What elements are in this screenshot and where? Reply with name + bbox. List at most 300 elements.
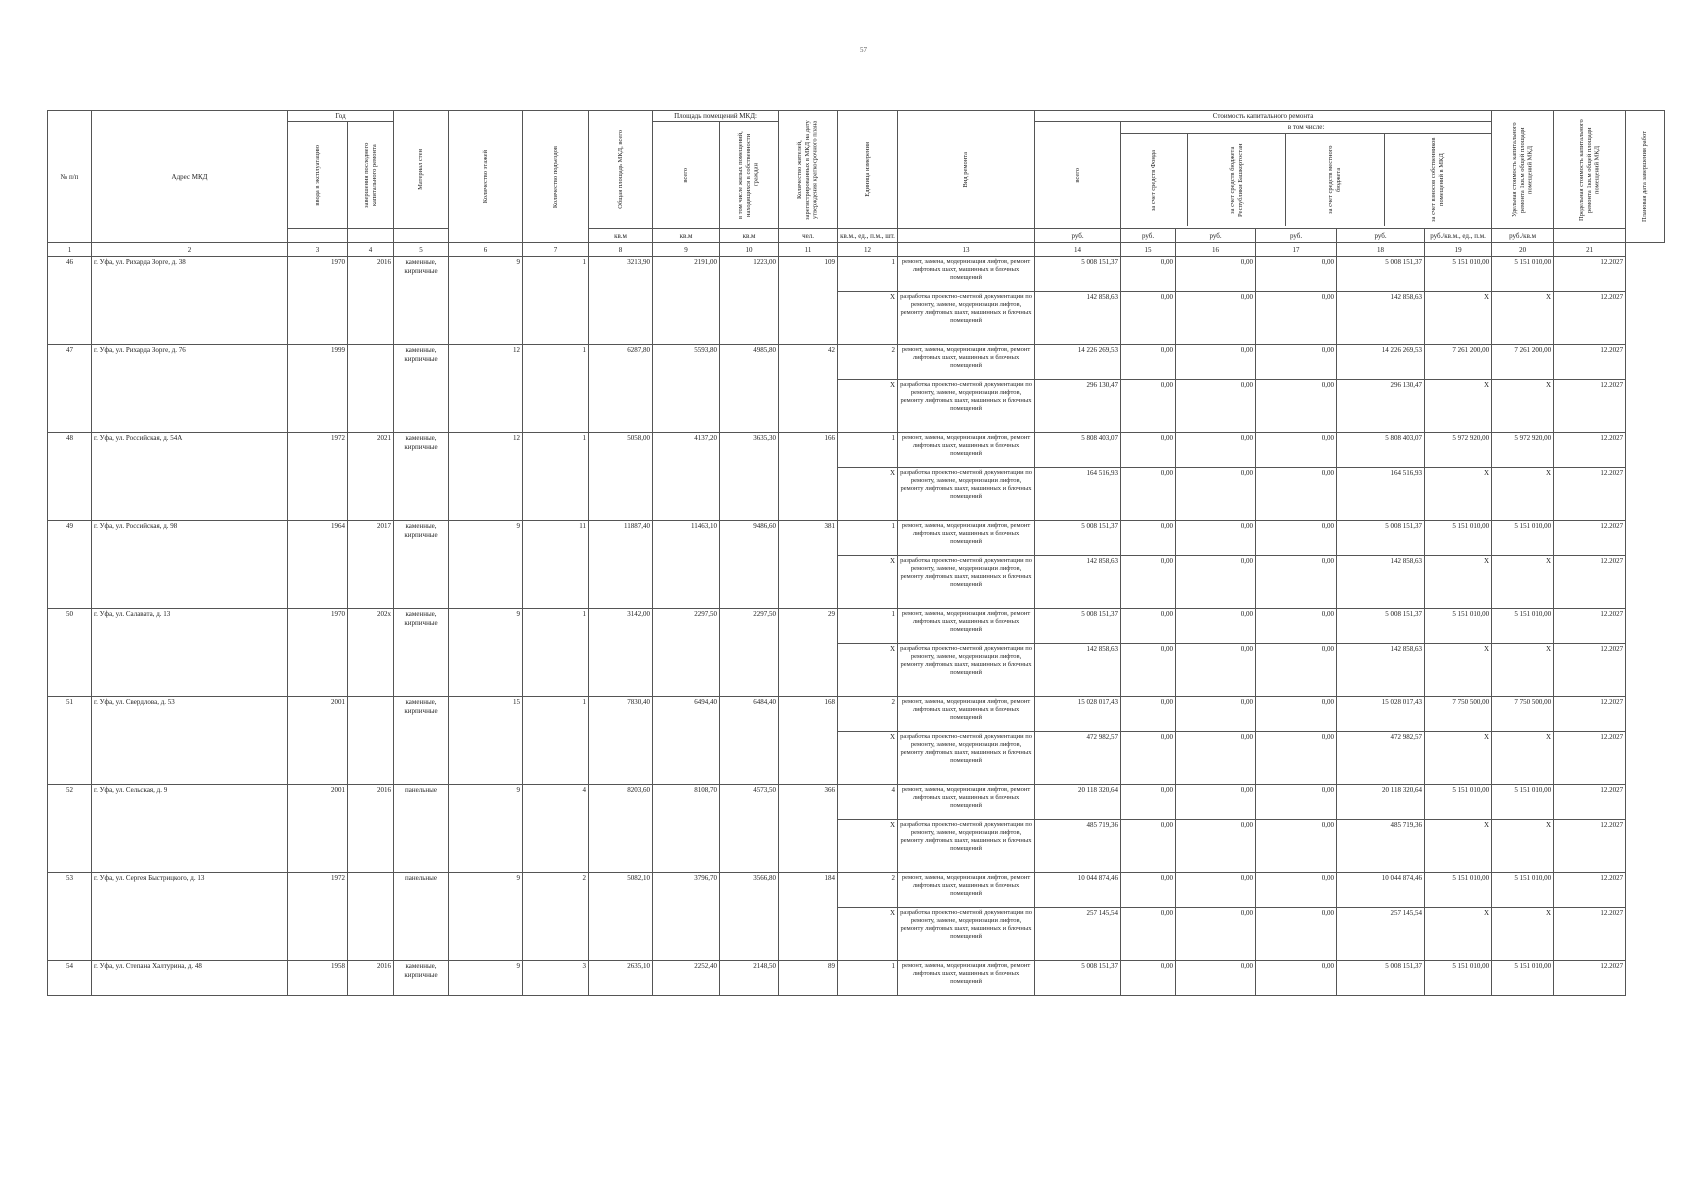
row-design-fund: 0,00 xyxy=(1121,820,1176,873)
row-area-private: 3635,30 xyxy=(720,433,779,521)
row-address: г. Уфа, ул. Салавата, д. 13 xyxy=(92,609,288,697)
header-residents: Количество жителей, зарегистрированных в МКД на дату утверждения краткосрочного плана xyxy=(779,111,838,229)
row-residents: 184 xyxy=(779,873,838,961)
row-number: 54 xyxy=(48,961,92,996)
unit-wall-material xyxy=(394,229,449,243)
row-year: 2001 xyxy=(288,785,348,873)
row-design-max: X xyxy=(1492,820,1554,873)
row-fund: 0,00 xyxy=(1121,433,1176,468)
row-material: каменные, кирпичные xyxy=(394,433,449,521)
row-design-unit: X xyxy=(838,732,898,785)
row-design-fund: 0,00 xyxy=(1121,908,1176,961)
row-design-unit: X xyxy=(838,380,898,433)
table-row xyxy=(48,257,1665,292)
row-local: 0,00 xyxy=(1256,521,1337,556)
row-design-republic: 0,00 xyxy=(1176,732,1256,785)
row-max: 5 151 010,00 xyxy=(1492,785,1554,820)
column-number: 11 xyxy=(779,243,838,257)
row-unit: 2 xyxy=(838,345,898,380)
row-material: каменные, кирпичные xyxy=(394,609,449,697)
row-design-local: 0,00 xyxy=(1256,732,1337,785)
row-design-deadline: 12.2027 xyxy=(1554,820,1626,873)
row-max: 7 261 200,00 xyxy=(1492,345,1554,380)
row-number: 46 xyxy=(48,257,92,345)
row-design-max: X xyxy=(1492,292,1554,345)
row-cost-total: 5 008 151,37 xyxy=(1035,609,1121,644)
row-material: панельные xyxy=(394,873,449,961)
row-work: ремонт, замена, модернизация лифтов, ремонт лифтовых шахт, машинных и блочных помещений xyxy=(898,521,1035,556)
row-specific: 5 151 010,00 xyxy=(1425,785,1492,820)
row-max: 5 151 010,00 xyxy=(1492,873,1554,908)
row-last-repair xyxy=(348,697,394,785)
row-entrances: 1 xyxy=(523,433,589,521)
row-design-deadline: 12.2027 xyxy=(1554,644,1626,697)
row-design-owners: 257 145,54 xyxy=(1337,908,1425,961)
header-max-cost: Предельная стоимость капитального ремонта 1кв.м общей площади помещений МКД xyxy=(1554,111,1626,229)
row-design-fund: 0,00 xyxy=(1121,380,1176,433)
row-fund: 0,00 xyxy=(1121,785,1176,820)
row-design-republic: 0,00 xyxy=(1176,380,1256,433)
row-unit: 1 xyxy=(838,609,898,644)
column-number: 9 xyxy=(653,243,720,257)
row-last-repair: 202x xyxy=(348,609,394,697)
row-work: ремонт, замена, модернизация лифтов, ремонт лифтовых шахт, машинных и блочных помещений xyxy=(898,345,1035,380)
row-republic: 0,00 xyxy=(1176,873,1256,908)
header-cost-group: Стоимость капитального ремонта xyxy=(1035,111,1492,122)
row-design-cost-total: 296 130,47 xyxy=(1035,380,1121,433)
header-floors: Количество этажей xyxy=(449,111,523,243)
row-design-max: X xyxy=(1492,732,1554,785)
row-area-total: 5593,80 xyxy=(653,345,720,433)
row-entrances: 3 xyxy=(523,961,589,996)
row-design-owners: 164 516,93 xyxy=(1337,468,1425,521)
row-design-owners: 142 858,63 xyxy=(1337,644,1425,697)
table-row xyxy=(48,433,1665,468)
unit-cost-owners: руб. xyxy=(1337,229,1425,243)
row-design-max: X xyxy=(1492,908,1554,961)
row-design-local: 0,00 xyxy=(1256,468,1337,521)
row-design-unit: X xyxy=(838,644,898,697)
row-fund: 0,00 xyxy=(1121,609,1176,644)
row-entrances: 1 xyxy=(523,257,589,345)
row-deadline: 12.2027 xyxy=(1554,521,1626,556)
row-floors: 9 xyxy=(449,873,523,961)
row-work: ремонт, замена, модернизация лифтов, ремонт лифтовых шахт, машинных и блочных помещений xyxy=(898,433,1035,468)
row-specific: 7 750 500,00 xyxy=(1425,697,1492,732)
row-area-total: 4137,20 xyxy=(653,433,720,521)
row-max: 5 972 920,00 xyxy=(1492,433,1554,468)
row-cost-total: 5 808 403,07 xyxy=(1035,433,1121,468)
row-area-total: 2191,00 xyxy=(653,257,720,345)
row-design-deadline: 12.2027 xyxy=(1554,292,1626,345)
row-floors: 12 xyxy=(449,433,523,521)
row-republic: 0,00 xyxy=(1176,697,1256,732)
row-entrances: 2 xyxy=(523,873,589,961)
header-cost-including-block xyxy=(1121,122,1492,229)
row-max: 5 151 010,00 xyxy=(1492,961,1554,996)
row-entrances: 1 xyxy=(523,609,589,697)
unit-total-area: кв.м xyxy=(589,229,653,243)
row-design-cost-total: 142 858,63 xyxy=(1035,292,1121,345)
row-design-fund: 0,00 xyxy=(1121,292,1176,345)
row-design-fund: 0,00 xyxy=(1121,468,1176,521)
row-total-area: 3142,00 xyxy=(589,609,653,697)
column-number: 1 xyxy=(48,243,92,257)
row-deadline: 12.2027 xyxy=(1554,785,1626,820)
row-design-deadline: 12.2027 xyxy=(1554,380,1626,433)
row-deadline: 12.2027 xyxy=(1554,345,1626,380)
row-owners: 14 226 269,53 xyxy=(1337,345,1425,380)
header-deadline: Плановая дата завершения работ xyxy=(1626,111,1665,243)
row-total-area: 5058,00 xyxy=(589,433,653,521)
column-number: 13 xyxy=(898,243,1035,257)
row-last-repair: 2016 xyxy=(348,961,394,996)
row-year: 1970 xyxy=(288,609,348,697)
table-row xyxy=(48,609,1665,644)
row-unit: 2 xyxy=(838,873,898,908)
row-year: 1972 xyxy=(288,873,348,961)
header-year-group: Год xyxy=(288,111,394,122)
row-floors: 9 xyxy=(449,609,523,697)
row-fund: 0,00 xyxy=(1121,257,1176,292)
row-republic: 0,00 xyxy=(1176,345,1256,380)
row-local: 0,00 xyxy=(1256,257,1337,292)
row-design-local: 0,00 xyxy=(1256,292,1337,345)
row-residents: 109 xyxy=(779,257,838,345)
row-specific: 5 151 010,00 xyxy=(1425,609,1492,644)
row-design-work: разработка проектно-сметной документации по ремонту, замене, модернизации лифтов, ремонту лифтовых шахт, машинных и блочных помещений xyxy=(898,380,1035,433)
header-year-last-repair: завершения последнего капитального ремонта xyxy=(348,122,394,229)
row-residents: 42 xyxy=(779,345,838,433)
header-area-group: Площадь помещений МКД: xyxy=(653,111,779,122)
row-year: 1972 xyxy=(288,433,348,521)
row-design-republic: 0,00 xyxy=(1176,820,1256,873)
row-design-max: X xyxy=(1492,556,1554,609)
row-total-area: 7830,40 xyxy=(589,697,653,785)
row-design-republic: 0,00 xyxy=(1176,556,1256,609)
column-number: 3 xyxy=(288,243,348,257)
row-design-republic: 0,00 xyxy=(1176,644,1256,697)
row-design-unit: X xyxy=(838,820,898,873)
row-area-total: 3796,70 xyxy=(653,873,720,961)
row-design-cost-total: 142 858,63 xyxy=(1035,644,1121,697)
row-local: 0,00 xyxy=(1256,697,1337,732)
row-local: 0,00 xyxy=(1256,433,1337,468)
unit-specific-cost: руб./кв.м., ед., п.м. xyxy=(1425,229,1492,243)
row-design-max: X xyxy=(1492,380,1554,433)
row-residents: 168 xyxy=(779,697,838,785)
row-last-repair: 2016 xyxy=(348,785,394,873)
row-design-owners: 142 858,63 xyxy=(1337,292,1425,345)
header-cost-republic: за счет средств бюджета Республики Башкортостан xyxy=(1188,134,1286,226)
header-total-area: Общая площадь МКД, всего xyxy=(589,111,653,229)
unit-year-last-repair xyxy=(348,229,394,243)
row-number: 51 xyxy=(48,697,92,785)
row-unit: 1 xyxy=(838,961,898,996)
header-specific-cost: Удельная стоимость капитального ремонта 1кв.м общей площади помещений МКД xyxy=(1492,111,1554,229)
row-work: ремонт, замена, модернизация лифтов, ремонт лифтовых шахт, машинных и блочных помещений xyxy=(898,697,1035,732)
row-design-max: X xyxy=(1492,644,1554,697)
row-total-area: 5082,10 xyxy=(589,873,653,961)
row-year: 2001 xyxy=(288,697,348,785)
column-number: 10 xyxy=(720,243,779,257)
row-residents: 381 xyxy=(779,521,838,609)
header-area-total: всего xyxy=(653,122,720,229)
row-year: 1970 xyxy=(288,257,348,345)
table-header xyxy=(48,111,1665,257)
row-specific: 5 151 010,00 xyxy=(1425,257,1492,292)
row-cost-total: 14 226 269,53 xyxy=(1035,345,1121,380)
row-floors: 9 xyxy=(449,257,523,345)
column-number: 2 xyxy=(92,243,288,257)
row-design-work: разработка проектно-сметной документации по ремонту, замене, модернизации лифтов, ремонту лифтовых шахт, машинных и блочных помещений xyxy=(898,908,1035,961)
row-deadline: 12.2027 xyxy=(1554,873,1626,908)
row-entrances: 1 xyxy=(523,697,589,785)
row-residents: 89 xyxy=(779,961,838,996)
row-max: 5 151 010,00 xyxy=(1492,521,1554,556)
column-number: 20 xyxy=(1492,243,1554,257)
row-max: 5 151 010,00 xyxy=(1492,609,1554,644)
header-cost-total: всего xyxy=(1035,122,1121,229)
row-design-deadline: 12.2027 xyxy=(1554,732,1626,785)
row-design-unit: X xyxy=(838,908,898,961)
row-address: г. Уфа, ул. Свердлова, д. 53 xyxy=(92,697,288,785)
row-area-total: 2252,40 xyxy=(653,961,720,996)
unit-work-type xyxy=(898,229,1035,243)
header-cost-local: за счет средств местного бюджета xyxy=(1286,134,1385,226)
row-area-total: 8108,70 xyxy=(653,785,720,873)
row-unit: 4 xyxy=(838,785,898,820)
row-owners: 5 008 151,37 xyxy=(1337,961,1425,996)
row-address: г. Уфа, ул. Сергея Быстрицкого, д. 13 xyxy=(92,873,288,961)
row-work: ремонт, замена, модернизация лифтов, ремонт лифтовых шахт, машинных и блочных помещений xyxy=(898,257,1035,292)
row-entrances: 1 xyxy=(523,345,589,433)
column-number: 8 xyxy=(589,243,653,257)
row-owners: 5 008 151,37 xyxy=(1337,521,1425,556)
row-cost-total: 20 118 320,64 xyxy=(1035,785,1121,820)
row-number: 53 xyxy=(48,873,92,961)
row-owners: 20 118 320,64 xyxy=(1337,785,1425,820)
row-last-repair: 2017 xyxy=(348,521,394,609)
row-design-specific: X xyxy=(1425,908,1492,961)
row-max: 7 750 500,00 xyxy=(1492,697,1554,732)
unit-cost-republic: руб. xyxy=(1176,229,1256,243)
row-design-work: разработка проектно-сметной документации по ремонту, замене, модернизации лифтов, ремонту лифтовых шахт, машинных и блочных помещений xyxy=(898,732,1035,785)
row-local: 0,00 xyxy=(1256,609,1337,644)
unit-cost-local: руб. xyxy=(1256,229,1337,243)
table-row xyxy=(48,521,1665,556)
row-design-cost-total: 257 145,54 xyxy=(1035,908,1121,961)
column-number: 4 xyxy=(348,243,394,257)
row-fund: 0,00 xyxy=(1121,521,1176,556)
row-number: 48 xyxy=(48,433,92,521)
row-design-owners: 485 719,36 xyxy=(1337,820,1425,873)
row-design-republic: 0,00 xyxy=(1176,292,1256,345)
unit-cost-total: руб. xyxy=(1035,229,1121,243)
row-design-cost-total: 164 516,93 xyxy=(1035,468,1121,521)
row-design-unit: X xyxy=(838,556,898,609)
capital-repair-table xyxy=(47,110,1665,996)
row-specific: 7 261 200,00 xyxy=(1425,345,1492,380)
row-deadline: 12.2027 xyxy=(1554,961,1626,996)
row-owners: 15 028 017,43 xyxy=(1337,697,1425,732)
row-area-private: 4573,50 xyxy=(720,785,779,873)
row-design-specific: X xyxy=(1425,556,1492,609)
row-residents: 166 xyxy=(779,433,838,521)
row-area-private: 3566,80 xyxy=(720,873,779,961)
row-republic: 0,00 xyxy=(1176,433,1256,468)
row-area-private: 1223,00 xyxy=(720,257,779,345)
column-number: 15 xyxy=(1121,243,1176,257)
row-work: ремонт, замена, модернизация лифтов, ремонт лифтовых шахт, машинных и блочных помещений xyxy=(898,873,1035,908)
row-year: 1999 xyxy=(288,345,348,433)
row-local: 0,00 xyxy=(1256,785,1337,820)
row-cost-total: 5 008 151,37 xyxy=(1035,961,1121,996)
unit-residents: чел. xyxy=(779,229,838,243)
row-max: 5 151 010,00 xyxy=(1492,257,1554,292)
row-republic: 0,00 xyxy=(1176,785,1256,820)
row-total-area: 8203,60 xyxy=(589,785,653,873)
row-last-repair xyxy=(348,873,394,961)
row-floors: 12 xyxy=(449,345,523,433)
row-design-owners: 296 130,47 xyxy=(1337,380,1425,433)
row-entrances: 11 xyxy=(523,521,589,609)
row-address: г. Уфа, ул. Рихарда Зорге, д. 76 xyxy=(92,345,288,433)
row-design-republic: 0,00 xyxy=(1176,908,1256,961)
row-area-private: 4985,80 xyxy=(720,345,779,433)
row-design-specific: X xyxy=(1425,468,1492,521)
unit-cost-fund: руб. xyxy=(1121,229,1176,243)
row-material: каменные, кирпичные xyxy=(394,961,449,996)
table-row xyxy=(48,345,1665,380)
row-design-fund: 0,00 xyxy=(1121,644,1176,697)
row-design-local: 0,00 xyxy=(1256,644,1337,697)
table-row xyxy=(48,785,1665,820)
header-num: № п/п xyxy=(48,111,92,243)
unit-area-total: кв.м xyxy=(653,229,720,243)
row-design-fund: 0,00 xyxy=(1121,732,1176,785)
row-design-specific: X xyxy=(1425,380,1492,433)
row-deadline: 12.2027 xyxy=(1554,257,1626,292)
row-cost-total: 5 008 151,37 xyxy=(1035,521,1121,556)
row-design-fund: 0,00 xyxy=(1121,556,1176,609)
header-area-private: в том числе жилых помещений, находящихся в собственности граждан xyxy=(720,122,779,229)
row-deadline: 12.2027 xyxy=(1554,609,1626,644)
row-owners: 5 008 151,37 xyxy=(1337,257,1425,292)
row-area-private: 9486,60 xyxy=(720,521,779,609)
row-year: 1958 xyxy=(288,961,348,996)
row-address: г. Уфа, ул. Российская, д. 98 xyxy=(92,521,288,609)
unit-unit: кв.м., ед., п.м., шт. xyxy=(838,229,898,243)
row-design-cost-total: 472 982,57 xyxy=(1035,732,1121,785)
unit-area-private: кв.м xyxy=(720,229,779,243)
row-deadline: 12.2027 xyxy=(1554,697,1626,732)
column-number: 21 xyxy=(1554,243,1626,257)
page-number: 57 xyxy=(860,46,867,54)
table-row xyxy=(48,873,1665,908)
row-design-specific: X xyxy=(1425,292,1492,345)
row-floors: 9 xyxy=(449,521,523,609)
row-entrances: 4 xyxy=(523,785,589,873)
row-owners: 10 044 874,46 xyxy=(1337,873,1425,908)
row-design-local: 0,00 xyxy=(1256,820,1337,873)
table-row xyxy=(48,961,1665,996)
row-work: ремонт, замена, модернизация лифтов, ремонт лифтовых шахт, машинных и блочных помещений xyxy=(898,961,1035,996)
row-fund: 0,00 xyxy=(1121,961,1176,996)
row-area-total: 6494,40 xyxy=(653,697,720,785)
row-design-local: 0,00 xyxy=(1256,380,1337,433)
row-total-area: 11887,40 xyxy=(589,521,653,609)
header-cost-owners: за счет взносов собственников помещений в МКД xyxy=(1430,138,1445,223)
row-design-local: 0,00 xyxy=(1256,908,1337,961)
table-body xyxy=(48,257,1665,996)
row-design-deadline: 12.2027 xyxy=(1554,468,1626,521)
row-number: 50 xyxy=(48,609,92,697)
row-cost-total: 5 008 151,37 xyxy=(1035,257,1121,292)
header-unit: Единица измерения xyxy=(838,111,898,229)
row-number: 52 xyxy=(48,785,92,873)
row-specific: 5 151 010,00 xyxy=(1425,521,1492,556)
row-design-unit: X xyxy=(838,292,898,345)
column-number: 5 xyxy=(394,243,449,257)
row-work: ремонт, замена, модернизация лифтов, ремонт лифтовых шахт, машинных и блочных помещений xyxy=(898,785,1035,820)
row-design-cost-total: 485 719,36 xyxy=(1035,820,1121,873)
row-work: ремонт, замена, модернизация лифтов, ремонт лифтовых шахт, машинных и блочных помещений xyxy=(898,609,1035,644)
row-number: 49 xyxy=(48,521,92,609)
row-republic: 0,00 xyxy=(1176,609,1256,644)
row-design-max: X xyxy=(1492,468,1554,521)
row-republic: 0,00 xyxy=(1176,521,1256,556)
row-floors: 9 xyxy=(449,785,523,873)
row-design-work: разработка проектно-сметной документации по ремонту, замене, модернизации лифтов, ремонту лифтовых шахт, машинных и блочных помещений xyxy=(898,292,1035,345)
header-work-type: Вид ремонта xyxy=(898,111,1035,229)
row-area-private: 2148,50 xyxy=(720,961,779,996)
column-number: 16 xyxy=(1176,243,1256,257)
table-row xyxy=(48,697,1665,732)
row-area-private: 6484,40 xyxy=(720,697,779,785)
row-floors: 9 xyxy=(449,961,523,996)
column-number: 7 xyxy=(523,243,589,257)
row-residents: 29 xyxy=(779,609,838,697)
row-residents: 366 xyxy=(779,785,838,873)
row-design-unit: X xyxy=(838,468,898,521)
row-year: 1964 xyxy=(288,521,348,609)
row-design-local: 0,00 xyxy=(1256,556,1337,609)
header-year-commission: ввода в эксплуатацию xyxy=(288,122,348,229)
row-address: г. Уфа, ул. Рихарда Зорге, д. 38 xyxy=(92,257,288,345)
column-number: 6 xyxy=(449,243,523,257)
row-design-deadline: 12.2027 xyxy=(1554,556,1626,609)
header-cost-fund: за счет средств Фонда xyxy=(1121,134,1188,226)
row-design-owners: 472 982,57 xyxy=(1337,732,1425,785)
row-specific: 5 972 920,00 xyxy=(1425,433,1492,468)
row-material: каменные, кирпичные xyxy=(394,345,449,433)
row-material: панельные xyxy=(394,785,449,873)
row-material: каменные, кирпичные xyxy=(394,697,449,785)
row-unit: 1 xyxy=(838,257,898,292)
row-total-area: 3213,90 xyxy=(589,257,653,345)
row-design-work: разработка проектно-сметной документации по ремонту, замене, модернизации лифтов, ремонту лифтовых шахт, машинных и блочных помещений xyxy=(898,644,1035,697)
row-design-republic: 0,00 xyxy=(1176,468,1256,521)
unit-year-commission xyxy=(288,229,348,243)
row-last-repair: 2016 xyxy=(348,257,394,345)
header-wall-material: Материал стен xyxy=(394,111,449,229)
row-deadline: 12.2027 xyxy=(1554,433,1626,468)
unit-max-cost: руб./кв.м xyxy=(1492,229,1554,243)
column-number: 14 xyxy=(1035,243,1121,257)
row-material: каменные, кирпичные xyxy=(394,257,449,345)
row-unit: 1 xyxy=(838,433,898,468)
